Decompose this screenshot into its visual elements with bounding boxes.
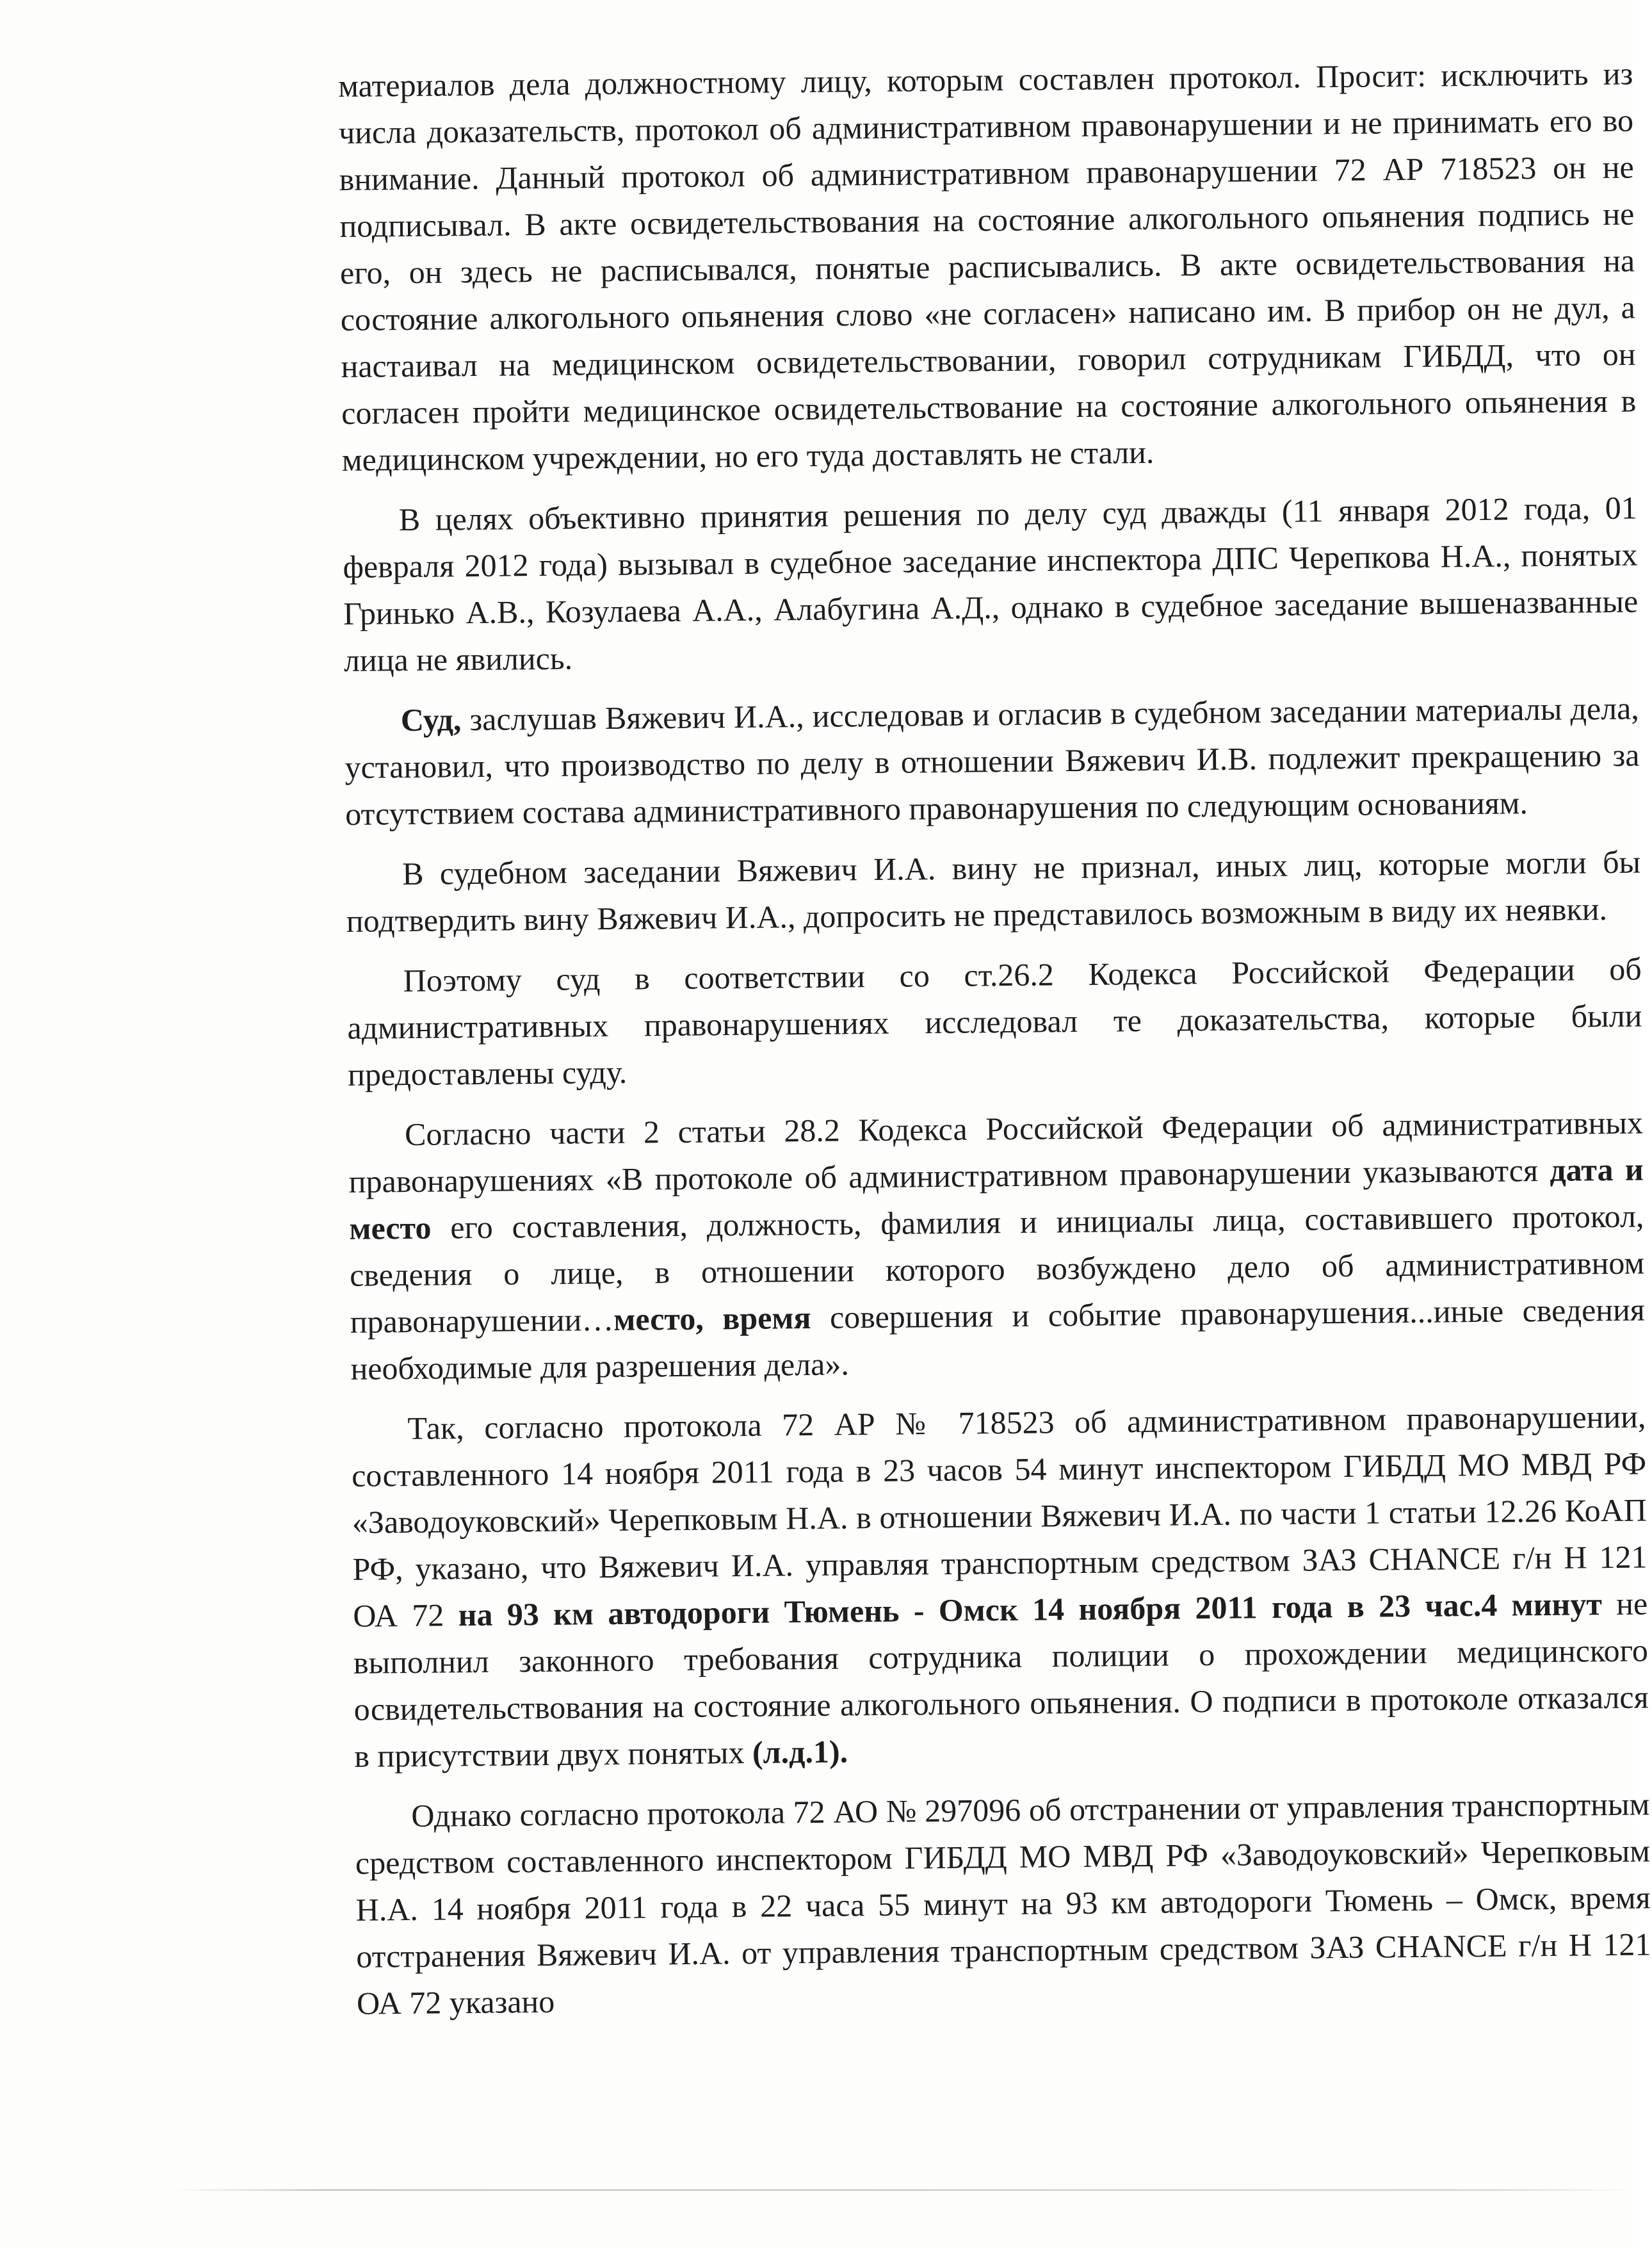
document-body	[338, 51, 1652, 2040]
text-run: Поэтому суд в соответствии со ст.26.2 Кодекса Российской Федерации об административных правонарушениях исследовал те доказательства, которые были предоставлены суду.	[347, 950, 1642, 1093]
bold-text-run: (л.д.1).	[752, 1733, 848, 1770]
paragraph-p7	[351, 1393, 1649, 1779]
text-run: материалов дела должностному лицу, которым составлен протокол. Просит: исключить из числа доказательств, протокол об административном правонарушении и не принимать его во внимание. Данный протокол об административном правонарушении 72 АР 718523 он не подписывал. В акте освидетельствования на состояние алкогольного опьянения подпись не его, он здесь не расписывался, понятые расписывались. В акте освидетельствования на состояние алкогольного опьянения слово «не согласен» написано им. В прибор он не дул, а настаивал на медицинском освидетельствовании, говорил сотрудникам ГИБДД, что он согласен пройти медицинское освидетельствование на состояние алкогольного опьянения в медицинском учреждении, но его туда доставлять не стали.	[338, 55, 1637, 478]
paragraph-p2	[343, 485, 1639, 684]
text-run: его составления, должность, фамилия и инициалы лица, составившего протокол, сведения о лице, в отношении которого возбуждено дело об административном правонарушении…	[349, 1198, 1645, 1340]
paragraph-p8	[355, 1780, 1651, 2026]
text-run: В целях объективно принятия решения по делу суд дважды (11 января 2012 года, 01 февраля 2012 года) вызывал в судебное заседание инспектора ДПС Черепкова Н.А., понятых Гринько А.В., Козулаева А.А., Алабугина А.Д., однако в судебное заседание вышеназванные лица не явились.	[343, 489, 1639, 678]
text-run: не выполнил законного требования сотрудника полиции о прохождении медицинского освидетельствования на состояние алкогольного опьянения. О подписи в протоколе отказался в присутствии двух понятых	[353, 1585, 1649, 1774]
bold-text-run: место, время	[613, 1299, 811, 1337]
scan-edge-line	[173, 2189, 1633, 2191]
text-run: Однако согласно протокола 72 АО № 297096 об отстранении от управления транспортным средством составленного инспектором ГИБДД МО МВД РФ «Заводоуковский» Черепковым Н.А. 14 ноября 2011 года в 22 часа 55 минут на 93 км автодороги Тюмень – Омск, время отстранения Вяжевич И.А. от управления транспортным средством ЗАЗ CHANCE г/н Н 121 ОА 72 указано	[355, 1786, 1651, 2021]
text-run: Так, согласно протокола 72 АР № 718523 об административном правонарушении, составленного 14 ноября 2011 года в 23 часов 54 минут инспектором ГИБДД МО МВД РФ «Заводоуковский» Черепковым Н.А. в отношении Вяжевич И.А. по части 1 статьи 12.26 КоАП РФ, указано, что Вяжевич И.А. управляя транспортным средством ЗАЗ CHANCE г/н Н 121 ОА 72	[351, 1398, 1648, 1634]
text-run: совершения и событие правонарушения...иные сведения необходимые для разрешения дела».	[350, 1291, 1646, 1387]
paragraph-p6	[348, 1100, 1646, 1392]
paragraph-p3	[344, 685, 1640, 838]
bold-text-run: на 93 км автодороги Тюмень - Омск 14 ноября 2011 года в 23 час.4	[458, 1586, 1498, 1633]
text-run: В судебном заседании Вяжевич И.А. вину не признал, иных лиц, которые могли бы подтвердить вину Вяжевич И.А., допросить не представилось возможным в виду их неявки.	[346, 843, 1641, 939]
paragraph-p5	[346, 946, 1642, 1098]
text-run: Согласно части 2 статьи 28.2 Кодекса Российской Федерации об административных правонарушениях «В протоколе об административном правонарушении указываются	[348, 1104, 1644, 1200]
bold-text-run: Суд,	[400, 701, 462, 738]
paragraph-p1	[338, 51, 1637, 484]
text-run	[1497, 1587, 1512, 1623]
paragraph-p4	[346, 839, 1641, 945]
text-run: заслушав Вяжевич И.А., исследовав и огласив в судебном заседании материалы дела, установил, что производство по делу в отношении Вяжевич И.В. подлежит прекращению за отсутствием состава административного правонарушения по следующим основаниям.	[344, 690, 1640, 832]
bold-text-run: дата и место	[349, 1151, 1644, 1246]
bold-text-run: минут	[1511, 1586, 1603, 1623]
